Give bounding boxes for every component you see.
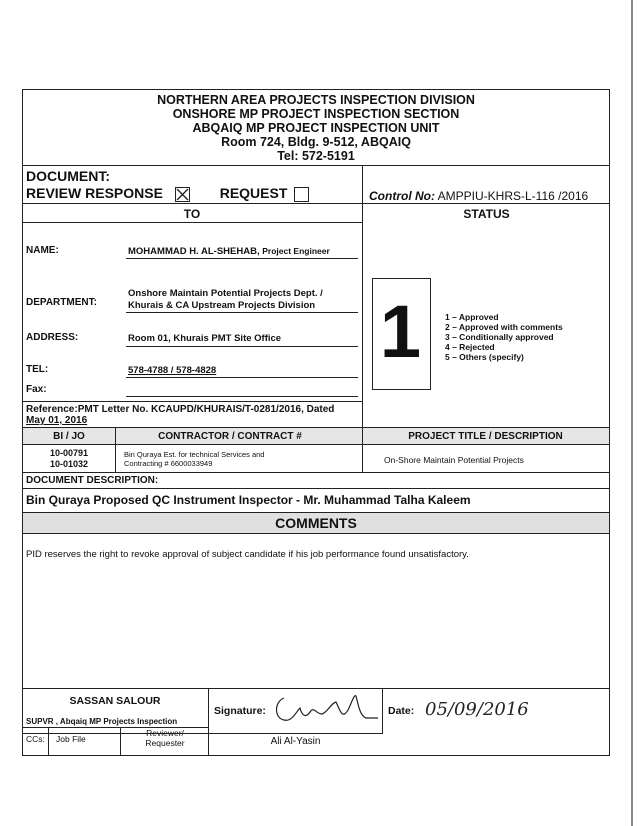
reference-line-2: May 01, 2016 xyxy=(26,415,88,426)
tel-value: 578-4788 / 578-4828 xyxy=(128,365,217,376)
contractor-line-2: Contracting # 6600033949 xyxy=(124,459,213,468)
project-title-value: On-Shore Maintain Potential Projects xyxy=(384,455,524,465)
comments-heading: COMMENTS xyxy=(275,515,357,531)
signature-scribble-icon xyxy=(270,690,380,730)
status-option-3: 3 – Conditionally approved xyxy=(445,332,554,342)
header-line-3: ABQAIQ MP PROJECT INSPECTION UNIT xyxy=(192,121,440,135)
status-option-1: 1 – Approved xyxy=(445,312,499,322)
reviewer-requester xyxy=(122,728,208,748)
department-line-1: Onshore Maintain Potential Projects Dept. / xyxy=(128,288,323,299)
description-value: Bin Quraya Proposed QC Instrument Inspector - Mr. Muhammad Talha Kaleem xyxy=(26,493,471,507)
control-label: Control No: xyxy=(369,189,435,203)
status-number: 1 xyxy=(379,290,422,373)
status-option-4: 4 – Rejected xyxy=(445,342,495,352)
x-mark-icon xyxy=(176,188,189,201)
address-label: ADDRESS: xyxy=(26,332,79,343)
control-value: AMPPIU-KHRS-L-116 /2016 xyxy=(437,189,589,203)
department-value xyxy=(128,288,323,312)
status-heading: STATUS xyxy=(463,207,510,221)
reference-line-1: Reference:PMT Letter No. KCAUPD/KHURAIS/T-0281/2016, Dated xyxy=(26,404,335,415)
date-value: 05/09/2016 xyxy=(425,699,529,720)
col-bi-jo-header: BI / JO xyxy=(53,431,85,442)
bi-jo-values xyxy=(23,448,115,470)
header-block xyxy=(22,93,610,163)
tel-label: TEL: xyxy=(26,364,49,375)
job-file: Job File xyxy=(56,734,86,744)
contractor-line-1: Bin Quraya Est. for technical Services and xyxy=(124,450,265,459)
review-response-checkbox[interactable] xyxy=(175,187,190,202)
department-label: DEPARTMENT: xyxy=(26,297,97,308)
name-label: NAME: xyxy=(26,245,59,256)
comments-text: PID reserves the right to revoke approval of subject candidate if his job performance found unsatisfactory. xyxy=(26,549,469,560)
request-label: REQUEST xyxy=(219,185,288,201)
name-role: Project Engineer xyxy=(262,246,330,256)
bi-jo-value-2: 10-01032 xyxy=(49,459,89,469)
contractor-value xyxy=(124,450,264,468)
col-contractor-header: CONTRACTOR / CONTRACT # xyxy=(158,431,302,442)
scan-edge-line xyxy=(631,0,633,826)
review-response-row xyxy=(26,185,309,202)
signer-name: Ali Al-Yasin xyxy=(270,736,321,747)
reference-block xyxy=(26,404,334,426)
description-label: DOCUMENT DESCRIPTION: xyxy=(26,475,159,486)
header-line-4: Room 724, Bldg. 9-512, ABQAIQ xyxy=(221,135,411,149)
reviewer-label: Reviewer/ xyxy=(146,728,184,738)
name-value: MOHAMMAD H. AL-SHEHAB, xyxy=(128,246,260,257)
header-line-1: NORTHERN AREA PROJECTS INSPECTION DIVISION xyxy=(157,93,475,107)
review-response-label: REVIEW RESPONSE xyxy=(26,185,163,201)
department-line-2: Khurais & CA Upstream Projects Division xyxy=(128,300,316,311)
col-project-title-header: PROJECT TITLE / DESCRIPTION xyxy=(408,431,563,442)
supervisor-name: SASSAN SALOUR xyxy=(69,695,161,707)
date-label: Date: xyxy=(388,705,415,717)
fax-label: Fax: xyxy=(26,384,47,395)
header-line-2: ONSHORE MP PROJECT INSPECTION SECTION xyxy=(172,107,460,121)
to-heading: TO xyxy=(183,207,201,221)
status-option-2: 2 – Approved with comments xyxy=(445,322,563,332)
status-options xyxy=(445,312,563,362)
name-value-row xyxy=(128,246,330,257)
ccs-label: CCs: xyxy=(26,734,45,744)
request-checkbox[interactable] xyxy=(294,187,309,202)
requester-label: Requester xyxy=(145,738,185,748)
signature-label: Signature: xyxy=(214,705,266,717)
header-line-5: Tel: 572-5191 xyxy=(277,149,355,163)
control-number xyxy=(369,189,588,203)
status-option-5: 5 – Others (specify) xyxy=(445,352,524,362)
address-value: Room 01, Khurais PMT Site Office xyxy=(128,333,282,344)
supervisor-title: SUPVR , Abqaiq MP Projects Inspection xyxy=(26,717,178,726)
bi-jo-value-1: 10-00791 xyxy=(49,448,89,458)
document-label: DOCUMENT: xyxy=(26,168,110,184)
